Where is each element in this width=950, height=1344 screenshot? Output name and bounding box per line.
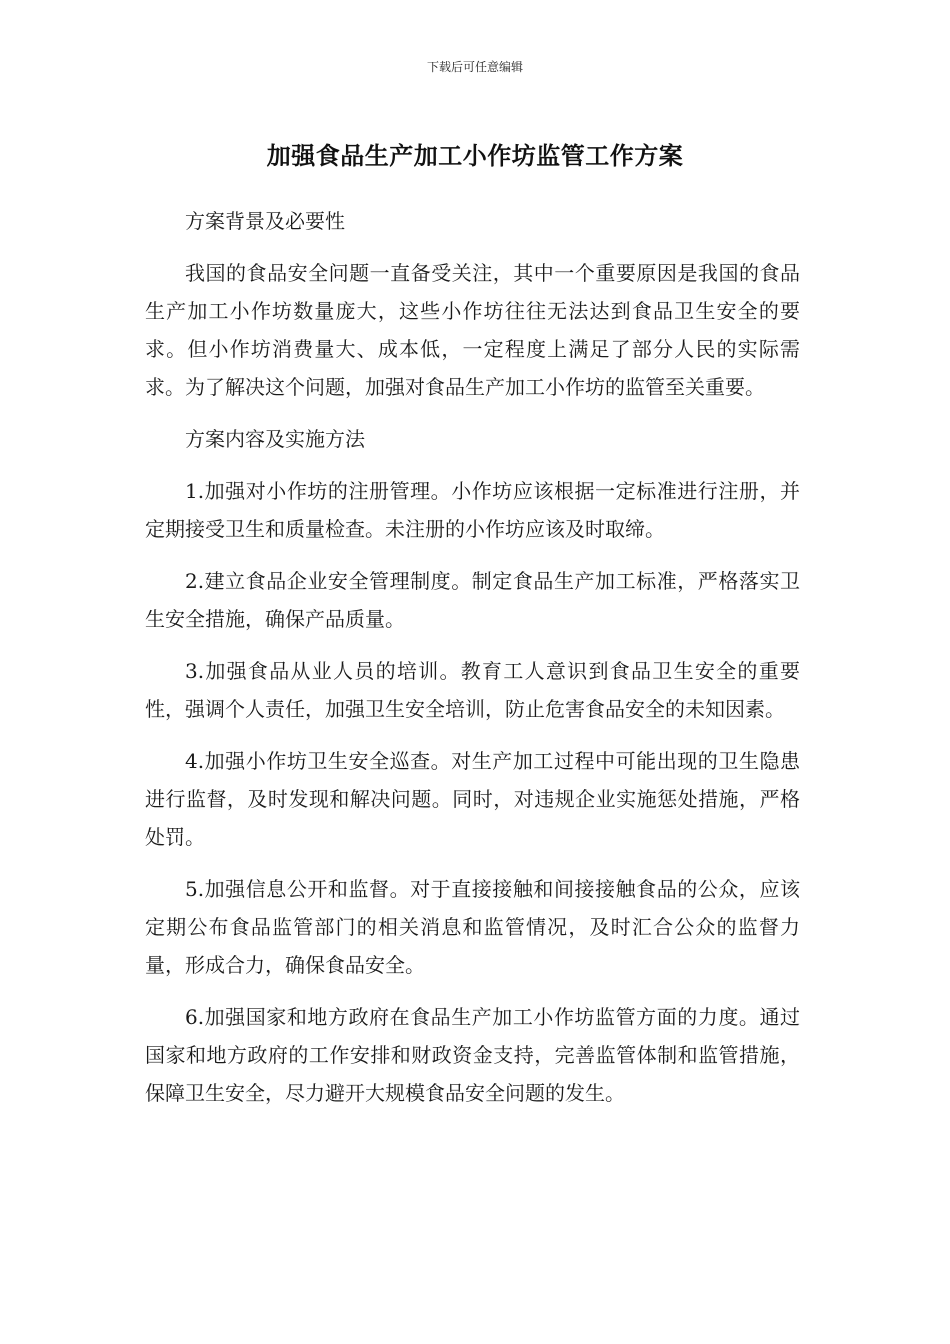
section-heading-background: 方案背景及必要性 [185,209,345,233]
paragraph-item-2: 2.建立食品企业安全管理制度。制定食品生产加工标准，严格落实卫生安全措施，确保产品质量。 [145,569,800,631]
section-heading-content: 方案内容及实施方法 [185,427,365,451]
paragraph-item-1: 1.加强对小作坊的注册管理。小作坊应该根据一定标准进行注册，并定期接受卫生和质量检查。未注册的小作坊应该及时取缔。 [145,479,800,541]
paragraph-background: 我国的食品安全问题一直备受关注，其中一个重要原因是我国的食品生产加工小作坊数量庞大，这些小作坊往往无法达到食品卫生安全的要求。但小作坊消费量大、成本低，一定程度上满足了部分人民的实际需求。为了解决这个问题，加强对食品生产加工小作坊的监管至关重要。 [145,261,800,399]
paragraph-item-4: 4.加强小作坊卫生安全巡查。对生产加工过程中可能出现的卫生隐患进行监督，及时发现和解决问题。同时，对违规企业实施惩处措施，严格处罚。 [145,749,800,849]
paragraph-item-5: 5.加强信息公开和监督。对于直接接触和间接接触食品的公众，应该定期公布食品监管部门的相关消息和监管情况，及时汇合公众的监督力量，形成合力，确保食品安全。 [145,877,800,977]
paragraph-item-6: 6.加强国家和地方政府在食品生产加工小作坊监管方面的力度。通过国家和地方政府的工作安排和财政资金支持，完善监管体制和监管措施，保障卫生安全，尽力避开大规模食品安全问题的发生。 [145,1005,800,1105]
document-body [145,202,800,1126]
header-note: 下载后可任意编辑 [426,60,523,74]
document-title: 加强食品生产加工小作坊监管工作方案 [266,142,684,170]
paragraph-item-3: 3.加强食品从业人员的培训。教育工人意识到食品卫生安全的重要性，强调个人责任，加强卫生安全培训，防止危害食品安全的未知因素。 [145,659,800,721]
